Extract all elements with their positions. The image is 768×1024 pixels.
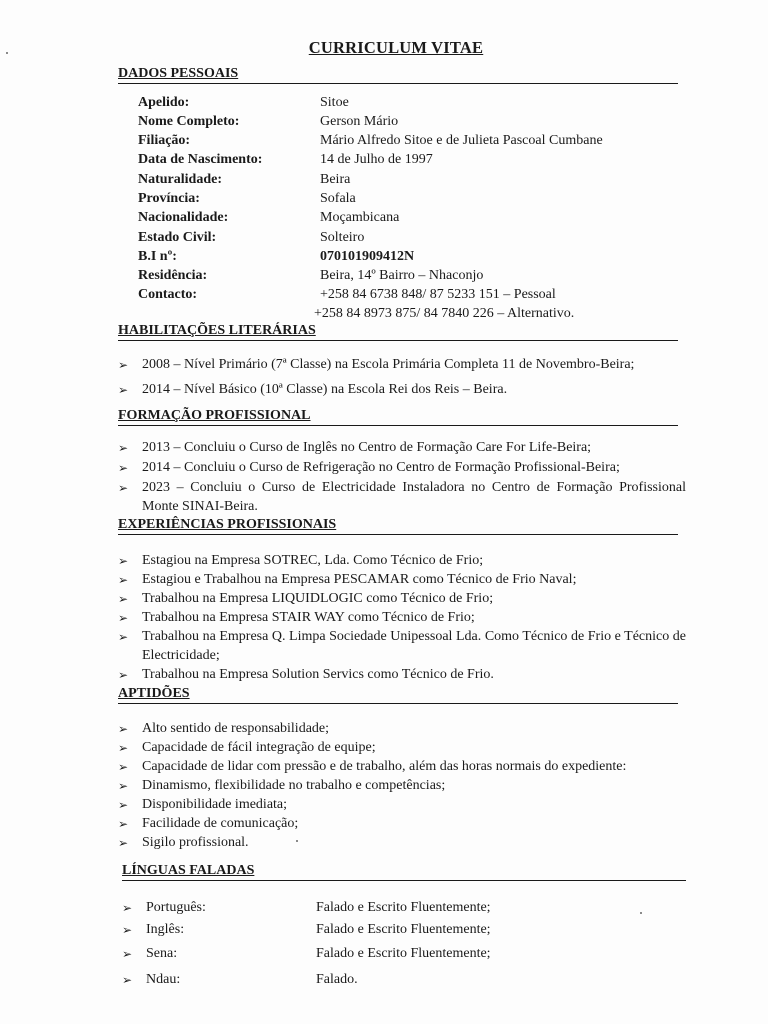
- language-row: ➢ Português: Falado e Escrito Fluentemente;: [122, 898, 682, 918]
- section-experiencias: EXPERIÊNCIAS PROFISSIONAIS: [118, 517, 678, 535]
- arrow-bullet-icon: ➢: [122, 947, 133, 961]
- list-item: ➢ 2023 – Concluiu o Curso de Electricidade Instaladora no Centro de Formação Profissional Monte SINAI-Beira.: [118, 480, 686, 514]
- field-naturalidade: Naturalidade: Beira: [138, 172, 351, 187]
- section-formacao: FORMAÇÃO PROFISSIONAL: [118, 408, 678, 426]
- scan-speck: [640, 912, 642, 914]
- list-item: ➢ Capacidade de lidar com pressão e de trabalho, além das horas normais do expediente:: [118, 758, 686, 777]
- arrow-bullet-icon: ➢: [118, 383, 129, 397]
- list-item: ➢ 2013 – Concluiu o Curso de Inglês no Centro de Formação Care For Life-Beira;: [118, 439, 686, 458]
- list-item: ➢ Disponibilidade imediata;: [118, 796, 686, 815]
- list-item: ➢ Trabalhou na Empresa LIQUIDLOGIC como Técnico de Frio;: [118, 590, 686, 609]
- field-residencia: Residência: Beira, 14º Bairro – Nhaconjo: [138, 268, 484, 283]
- section-linguas: LÍNGUAS FALADAS: [122, 863, 686, 881]
- arrow-bullet-icon: ➢: [118, 461, 129, 475]
- arrow-bullet-icon: ➢: [118, 760, 129, 774]
- field-provincia: Província: Sofala: [138, 191, 356, 206]
- field-nome-completo: Nome Completo: Gerson Mário: [138, 114, 399, 129]
- arrow-bullet-icon: ➢: [118, 817, 129, 831]
- arrow-bullet-icon: ➢: [118, 779, 129, 793]
- field-apelido: Apelido: Sitoe: [138, 95, 349, 110]
- arrow-bullet-icon: ➢: [118, 836, 129, 850]
- arrow-bullet-icon: ➢: [122, 973, 133, 987]
- arrow-bullet-icon: ➢: [122, 901, 133, 915]
- field-estado-civil: Estado Civil: Solteiro: [138, 230, 365, 245]
- arrow-bullet-icon: ➢: [118, 630, 129, 644]
- arrow-bullet-icon: ➢: [118, 481, 129, 495]
- field-data-nascimento: Data de Nascimento: 14 de Julho de 1997: [138, 152, 433, 167]
- section-dados-pessoais: DADOS PESSOAIS: [118, 66, 678, 84]
- arrow-bullet-icon: ➢: [118, 358, 129, 372]
- arrow-bullet-icon: ➢: [118, 441, 129, 455]
- field-contacto: Contacto: +258 84 6738 848/ 87 5233 151 – Pessoal +258 84 8973 875/ 84 7840 226 – Alternativo.: [138, 287, 575, 321]
- list-item: ➢ 2014 – Nível Básico (10ª Classe) na Escola Rei dos Reis – Beira.: [118, 381, 686, 400]
- list-item: ➢ Sigilo profissional.: [118, 834, 686, 853]
- field-bi-numero: B.I nº: 070101909412N: [138, 249, 415, 264]
- list-item: ➢ 2008 – Nível Primário (7ª Classe) na Escola Primária Completa 11 de Novembro-Beira;: [118, 356, 686, 375]
- list-item: ➢ Dinamismo, flexibilidade no trabalho e competências;: [118, 777, 686, 796]
- arrow-bullet-icon: ➢: [118, 722, 129, 736]
- language-row: ➢ Ndau: Falado.: [122, 970, 682, 990]
- list-item: ➢ Trabalhou na Empresa Q. Limpa Sociedade Unipessoal Lda. Como Técnico de Frio e Técnico de Electricidade;: [118, 629, 686, 663]
- document-title: CURRICULUM VITAE: [308, 38, 484, 57]
- list-item: ➢ Capacidade de fácil integração de equipe;: [118, 739, 686, 758]
- scan-speck: [6, 52, 8, 54]
- arrow-bullet-icon: ➢: [118, 611, 129, 625]
- list-item: ➢ Facilidade de comunicação;: [118, 815, 686, 834]
- field-filiacao: Filiação: Mário Alfredo Sitoe e de Julieta Pascoal Cumbane: [138, 133, 603, 148]
- arrow-bullet-icon: ➢: [118, 592, 129, 606]
- arrow-bullet-icon: ➢: [118, 573, 129, 587]
- list-item: ➢ Alto sentido de responsabilidade;: [118, 720, 686, 739]
- list-item: ➢ 2014 – Concluiu o Curso de Refrigeração no Centro de Formação Profissional-Beira;: [118, 459, 686, 478]
- list-item: ➢ Estagiou na Empresa SOTREC, Lda. Como Técnico de Frio;: [118, 552, 686, 571]
- language-row: ➢ Sena: Falado e Escrito Fluentemente;: [122, 944, 682, 964]
- arrow-bullet-icon: ➢: [118, 741, 129, 755]
- section-habilitacoes: HABILITAÇÕES LITERÁRIAS: [118, 323, 678, 341]
- arrow-bullet-icon: ➢: [118, 668, 129, 682]
- field-nacionalidade: Nacionalidade: Moçambicana: [138, 210, 400, 225]
- list-item: ➢ Estagiou e Trabalhou na Empresa PESCAMAR como Técnico de Frio Naval;: [118, 571, 686, 590]
- arrow-bullet-icon: ➢: [118, 554, 129, 568]
- arrow-bullet-icon: ➢: [118, 798, 129, 812]
- list-item: ➢ Trabalhou na Empresa Solution Servics como Técnico de Frio.: [118, 666, 686, 685]
- language-row: ➢ Inglês: Falado e Escrito Fluentemente;: [122, 920, 682, 940]
- arrow-bullet-icon: ➢: [122, 923, 133, 937]
- list-item: ➢ Trabalhou na Empresa STAIR WAY como Técnico de Frio;: [118, 609, 686, 628]
- scan-speck: [296, 840, 298, 842]
- section-aptidoes: APTIDÕES: [118, 686, 678, 704]
